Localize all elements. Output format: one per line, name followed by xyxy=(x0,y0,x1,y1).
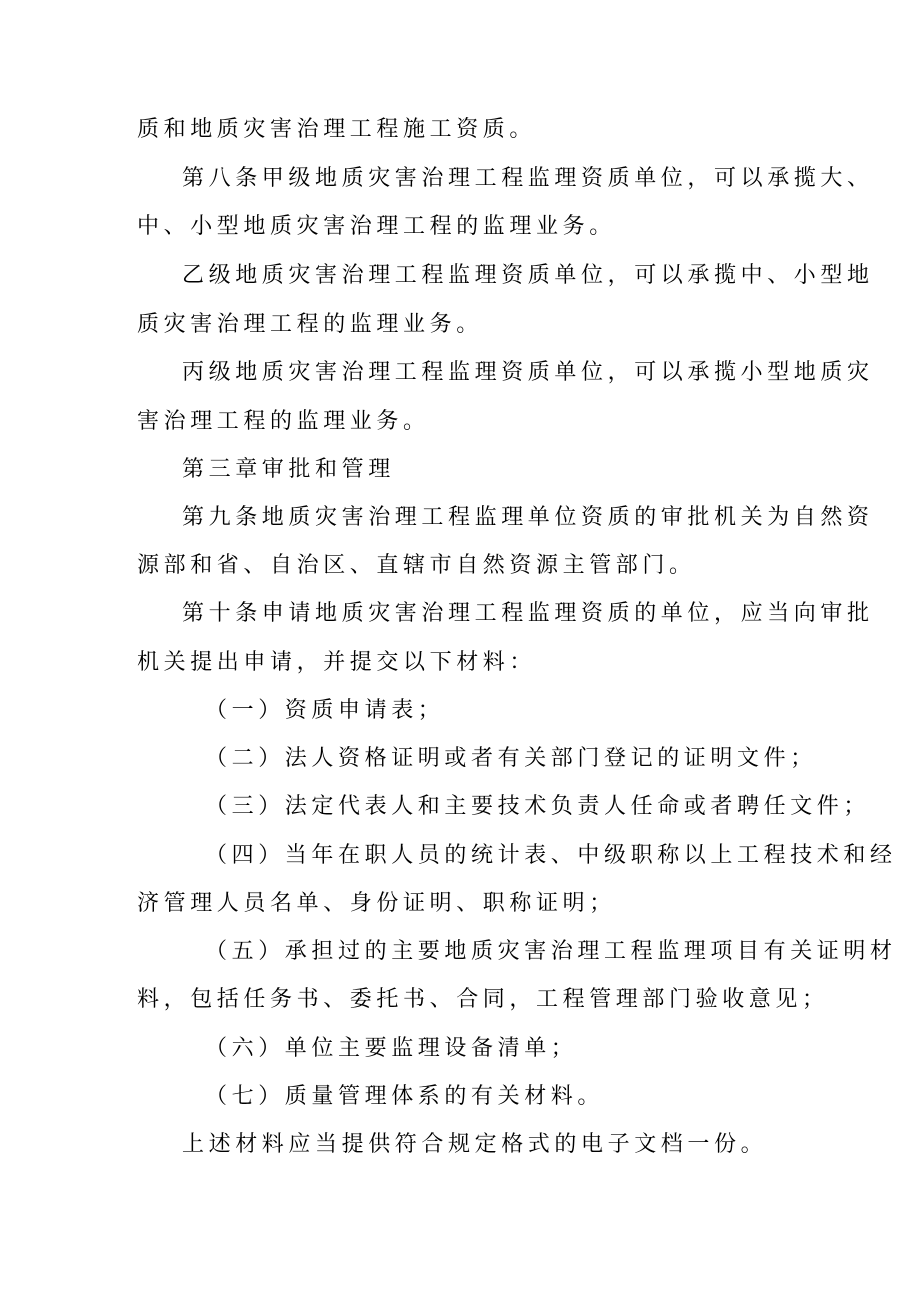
article-9-line: 第九条地质灾害治理工程监理单位资质的审批机关为自然资 xyxy=(182,505,874,530)
text-line: 中、小型地质灾害治理工程的监理业务。 xyxy=(137,214,616,239)
list-item: （一）资质申请表； xyxy=(205,698,445,723)
chapter-heading: 第三章审批和管理 xyxy=(182,457,395,482)
list-item: （四）当年在职人员的统计表、中级职称以上工程技术和经 xyxy=(205,843,897,868)
list-item: （三）法定代表人和主要技术负责人任命或者聘任文件； xyxy=(205,794,871,819)
text-line: 乙级地质灾害治理工程监理资质单位，可以承揽中、小型地 xyxy=(182,263,874,288)
text-line: 害治理工程的监理业务。 xyxy=(137,409,430,434)
list-item: （二）法人资格证明或者有关部门登记的证明文件； xyxy=(205,746,817,771)
text-line: 上述材料应当提供符合规定格式的电子文档一份。 xyxy=(182,1132,768,1157)
article-10-line: 第十条申请地质灾害治理工程监理资质的单位，应当向审批 xyxy=(182,601,874,626)
text-line: 源部和省、自治区、直辖市自然资源主管部门。 xyxy=(137,553,696,578)
text-line: 机关提出申请，并提交以下材料： xyxy=(137,650,537,675)
text-line: 质灾害治理工程的监理业务。 xyxy=(137,312,483,337)
text-line: 济管理人员名单、身份证明、职称证明； xyxy=(137,891,616,916)
list-item: （七）质量管理体系的有关材料。 xyxy=(205,1084,605,1109)
text-line: 质和地质灾害治理工程施工资质。 xyxy=(137,117,537,142)
text-line: 丙级地质灾害治理工程监理资质单位，可以承揽小型地质灾 xyxy=(182,360,874,385)
list-item: （六）单位主要监理设备清单； xyxy=(205,1036,578,1061)
text-line: 料，包括任务书、委托书、合同，工程管理部门验收意见； xyxy=(137,987,829,1012)
article-8-line: 第八条甲级地质灾害治理工程监理资质单位，可以承揽大、 xyxy=(182,166,874,191)
list-item: （五）承担过的主要地质灾害治理工程监理项目有关证明材 xyxy=(205,939,897,964)
